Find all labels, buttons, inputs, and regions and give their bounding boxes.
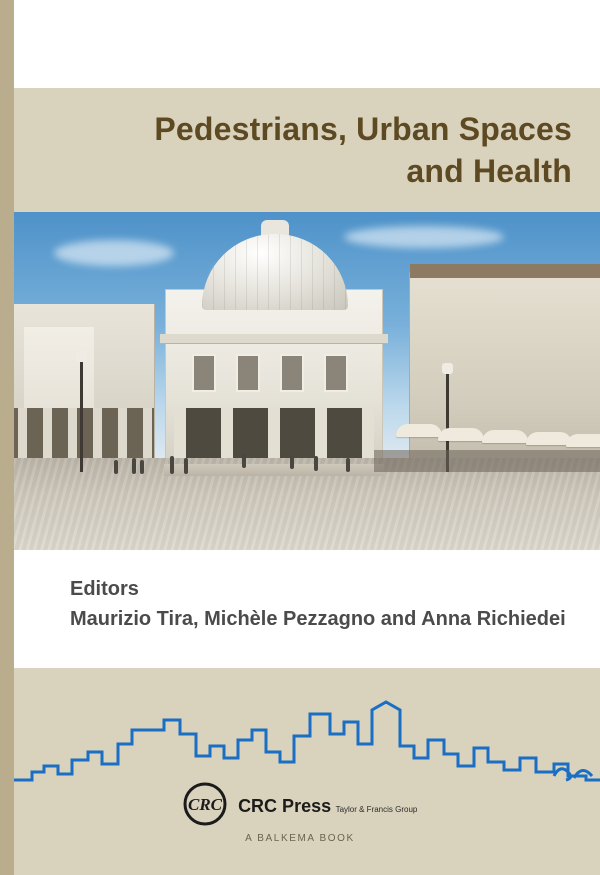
editors-names: Maurizio Tira, Michèle Pezzagno and Anna Richiedei [70,608,566,630]
pedestrian [346,458,350,472]
arcade-column [118,408,127,464]
palace-steps [164,464,384,476]
arcade-column [93,408,102,464]
cafe-umbrella [566,434,600,447]
pedestrian [314,456,318,471]
cafe-umbrella [396,424,442,437]
pedestrian [132,458,136,474]
title-band [0,88,600,212]
page-title [112,108,572,192]
publisher-group: Taylor & Francis Group [335,804,418,814]
editors-label: Editors [70,578,139,600]
pedestrian [290,455,294,469]
title-line-2: and Health [406,153,572,190]
palace-window [324,354,348,392]
title-line-1: Pedestrians, Urban Spaces [154,111,572,147]
pedestrian [114,460,118,474]
pedestrian [184,458,188,474]
pedestrian [242,454,246,468]
cafe-umbrella [482,430,528,443]
svg-text:CRC: CRC [187,795,222,814]
publisher-logo [0,782,600,831]
pedestrian [140,460,144,474]
publisher-name: CRC Press [238,795,332,816]
palace-window [192,354,216,392]
city-skyline-graphic [14,700,600,785]
pedestrian [170,456,174,474]
publisher-text [238,797,417,817]
palace-cornice [160,334,388,343]
street-lamp [80,360,83,472]
arcade-column [68,408,77,464]
cloud [54,240,174,266]
spine-strip [0,0,14,875]
cafe-umbrella [526,432,572,445]
top-white-band [0,0,600,88]
editors-band [0,550,600,668]
right-building-roof [410,264,600,278]
cover-photograph [14,212,600,550]
cafe-umbrella [438,428,484,441]
arcade-column [43,408,52,464]
palace-window [236,354,260,392]
arcade-column [143,408,152,464]
left-arcade [14,408,154,464]
crc-logo-mark [183,782,227,831]
cafe-seating [374,450,600,472]
palace-window [280,354,304,392]
imprint-note: A BALKEMA BOOK [245,833,355,844]
arcade-column [18,408,27,464]
cloud [344,226,504,248]
